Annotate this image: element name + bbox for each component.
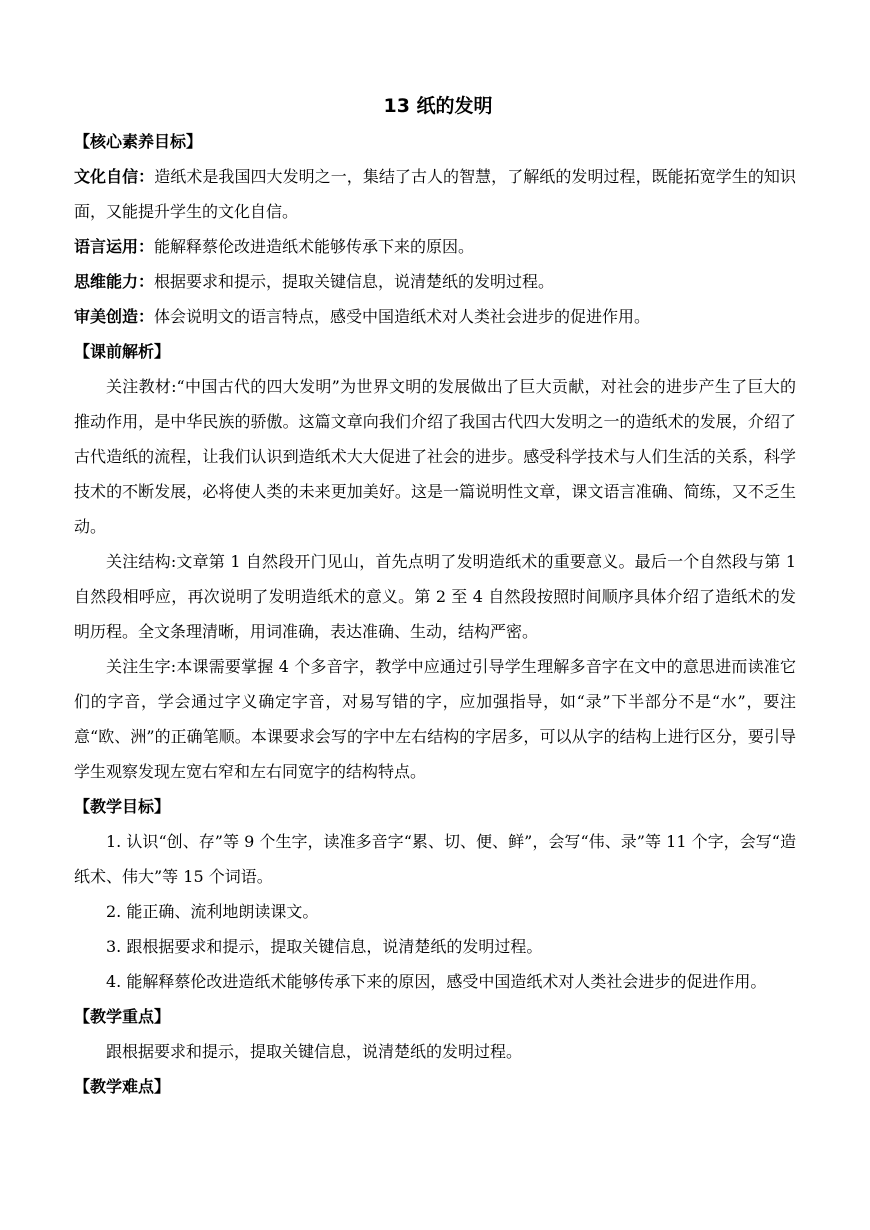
core-goal-label: 审美创造： bbox=[74, 307, 155, 326]
core-goal-text: 造纸术是我国四大发明之一，集结了古人的智慧，了解纸的发明过程，既能拓宽学生的知识面，又能提升学生的文化自信。 bbox=[74, 167, 796, 221]
section-heading-core-goals: 【核心素养目标】 bbox=[74, 132, 203, 151]
section-heading-teaching-goals: 【教学目标】 bbox=[74, 797, 171, 816]
core-goal-label: 思维能力： bbox=[74, 272, 155, 291]
teaching-goal-item: 4. 能解释蔡伦改进造纸术能够传承下来的原因，感受中国造纸术对人类社会进步的促进作用。 bbox=[106, 972, 767, 991]
core-goal-text: 体会说明文的语言特点，感受中国造纸术对人类社会进步的促进作用。 bbox=[154, 307, 651, 326]
section-heading-pre-analysis: 【课前解析】 bbox=[74, 342, 171, 361]
core-goal-item bbox=[74, 264, 796, 299]
core-goal-item bbox=[74, 299, 796, 334]
section-heading-difficulties: 【教学难点】 bbox=[74, 1077, 171, 1096]
analysis-paragraph-textbook: 关注教材:“中国古代的四大发明”为世界文明的发展做出了巨大贡献，对社会的进步产生了巨大的推动作用，是中华民族的骄傲。这篇文章向我们介绍了我国古代四大发明之一的造纸术的发展，介绍了古代造纸的流程，让我们认识到造纸术大大促进了社会的进步。感受科学技术与人们生活的关系，科学技术的不断发展，必将使人类的未来更加美好。这是一篇说明性文章，课文语言准确、简练，又不乏生动。 bbox=[74, 377, 796, 536]
core-goal-label: 文化自信： bbox=[74, 167, 155, 186]
analysis-paragraph-characters: 关注生字:本课需要掌握 4 个多音字，教学中应通过引导学生理解多音字在文中的意思进而读准它们的字音，学会通过字义确定字音，对易写错的字，应加强指导，如“录”下半部分不是“水”，要注意“欧、洲”的正确笔顺。本课要求会写的字中左右结构的字居多，可以从字的结构上进行区分，要引导学生观察发现左宽右窄和左右同宽字的结构特点。 bbox=[74, 657, 796, 781]
teaching-goal-item: 1. 认识“创、存”等 9 个生字，读准多音字“累、切、便、鲜”，会写“伟、录”等 11 个字，会写“造纸术、伟大”等 15 个词语。 bbox=[74, 832, 796, 886]
core-goal-label: 语言运用： bbox=[74, 237, 155, 256]
core-goal-item bbox=[74, 159, 796, 229]
section-heading-key-points: 【教学重点】 bbox=[74, 1007, 171, 1026]
core-goal-item bbox=[74, 229, 796, 264]
teaching-goal-item: 2. 能正确、流利地朗读课文。 bbox=[106, 902, 319, 921]
analysis-paragraph-structure: 关注结构:文章第 1 自然段开门见山，首先点明了发明造纸术的重要意义。最后一个自然段与第 1 自然段相呼应，再次说明了发明造纸术的意义。第 2 至 4 自然段按照时间顺序具体介绍了造纸术的发明历程。全文条理清晰，用词准确，表达准确、生动，结构严密。 bbox=[74, 552, 796, 641]
core-goal-text: 能解释蔡伦改进造纸术能够传承下来的原因。 bbox=[154, 237, 475, 256]
key-points-text: 跟根据要求和提示，提取关键信息，说清楚纸的发明过程。 bbox=[106, 1042, 523, 1061]
page-title: 13 纸的发明 bbox=[383, 95, 493, 117]
core-goal-text: 根据要求和提示，提取关键信息，说清楚纸的发明过程。 bbox=[154, 272, 555, 291]
teaching-goal-item: 3. 跟根据要求和提示，提取关键信息，说清楚纸的发明过程。 bbox=[106, 937, 543, 956]
